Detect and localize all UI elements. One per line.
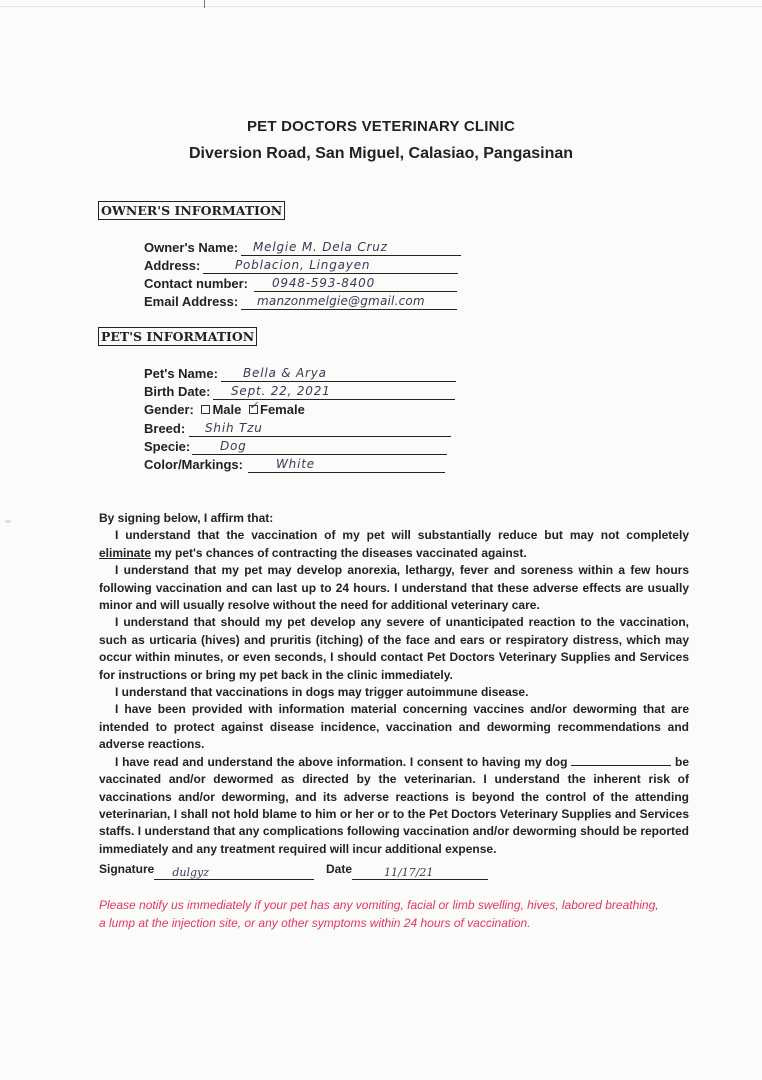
pet-breed-label: Breed: (144, 421, 186, 436)
female-option-label: Female (260, 402, 305, 417)
signature-field[interactable]: dulgyz (154, 866, 314, 880)
owner-address-field[interactable]: Poblacion, Lingayen (203, 258, 458, 274)
scan-mark (204, 0, 205, 8)
date-row (326, 862, 488, 880)
pet-specie-field[interactable]: Dog (192, 439, 447, 455)
clinic-name: PET DOCTORS VETERINARY CLINIC (246, 118, 516, 135)
pet-name-row (144, 366, 327, 384)
owner-contact-row (144, 276, 376, 294)
owner-address-label: Address: (144, 258, 201, 273)
consent-p1-start: I understand that the vaccination of my pet will substantially reduce but may not completely (115, 528, 689, 543)
pet-gender-label: Gender: (144, 402, 194, 417)
pet-color-row (144, 457, 315, 475)
owner-name-field[interactable]: Melgie M. Dela Cruz (241, 240, 461, 256)
pet-gender-row (144, 402, 305, 420)
owner-email-field[interactable]: manzonmelgie@gmail.com (241, 294, 457, 310)
pet-breed-field[interactable]: Shih Tzu (189, 421, 451, 437)
signature-row (99, 862, 314, 880)
consent-text (99, 510, 689, 858)
consent-paragraph-3: I understand that should my pet develop any severe of unanticipated reaction to the vaccination, such as urticaria (hives) and pruritis (itching) of the face and ears or respiratory distress, which may occur within minutes, or even seconds, I should contact Pet Doctors Veterinary Supplies and Services for instructions or bring my pet back in the clinic immediately. (99, 615, 689, 682)
clinic-address: Diversion Road, San Miguel, Calasiao, Pangasinan (188, 145, 574, 162)
dog-name-blank[interactable] (571, 755, 671, 766)
consent-p6-start: I have read and understand the above information. I consent to having my dog (115, 754, 572, 769)
owner-email-label: Email Address: (144, 294, 239, 309)
owner-name-label: Owner's Name: (144, 240, 239, 255)
scan-smudge (5, 520, 11, 523)
owner-address-row (144, 258, 371, 276)
owner-contact-label: Contact number: (144, 276, 248, 291)
consent-paragraph-4: I understand that vaccinations in dogs may trigger autoimmune disease. (115, 685, 529, 700)
date-field[interactable]: 11/17/21 (352, 866, 488, 880)
owner-contact-field[interactable]: 0948-593-8400 (254, 276, 457, 292)
consent-paragraph-6 (99, 754, 689, 858)
consent-paragraph-5: I have been provided with information material concerning vaccines and/or deworming that are intended to protect against disease incidence, vaccination and deworming recommendations and adverse reactions. (99, 702, 689, 752)
pet-section-title: PET'S INFORMATION (98, 327, 257, 346)
pet-birth-field[interactable]: Sept. 22, 2021 (213, 384, 455, 400)
owner-email-row (144, 294, 425, 312)
date-label: Date (326, 862, 353, 876)
female-checkbox[interactable] (249, 405, 258, 414)
male-option-label: Male (212, 402, 242, 417)
signature-label: Signature (99, 862, 155, 876)
male-checkbox[interactable] (201, 405, 210, 414)
pet-name-label: Pet's Name: (144, 366, 218, 381)
consent-p1-underlined: eliminate (99, 545, 152, 560)
scan-edge-line (0, 6, 762, 7)
aftercare-notice: Please notify us immediately if your pet has any vomiting, facial or limb swelling, hives, labored breathing, a lump at the injection site, or any other symptoms within 24 hours of vaccination. (99, 898, 659, 930)
pet-color-field[interactable]: White (248, 457, 445, 473)
owner-section-title: OWNER'S INFORMATION (98, 201, 285, 220)
consent-intro: By signing below, I affirm that: (99, 511, 274, 525)
pet-name-field[interactable]: Bella & Arya (221, 366, 456, 382)
pet-specie-row (144, 439, 247, 457)
consent-paragraph-1 (99, 527, 689, 562)
pet-color-label: Color/Markings: (144, 457, 243, 472)
pet-breed-row (144, 421, 263, 439)
pet-birth-label: Birth Date: (144, 384, 211, 399)
consent-p6-end: be vaccinated and/or dewormed as directed by the veterinarian. I understand the inherent risk of vaccinations and/or deworming, and its adverse reactions is beyond the control of the attending veterinarian, I shall not hold blame to him or her or to the Pet Doctors Veterinary Supplies and Services staffs. I understand that any complications following vaccination and/or deworming should be reported immediately and any treatment required will incur additional expense. (99, 754, 689, 856)
owner-name-row (144, 240, 388, 258)
consent-p1-end: my pet's chances of contracting the diseases vaccinated against. (151, 545, 527, 560)
pet-specie-label: Specie: (144, 439, 191, 454)
pet-birth-row (144, 384, 331, 402)
consent-paragraph-2: I understand that my pet may develop anorexia, lethargy, fever and soreness within a few hours following vaccination and can last up to 24 hours. I understand that these adverse effects are usually minor and will usually resolve without the need for additional veterinary care. (99, 563, 689, 613)
